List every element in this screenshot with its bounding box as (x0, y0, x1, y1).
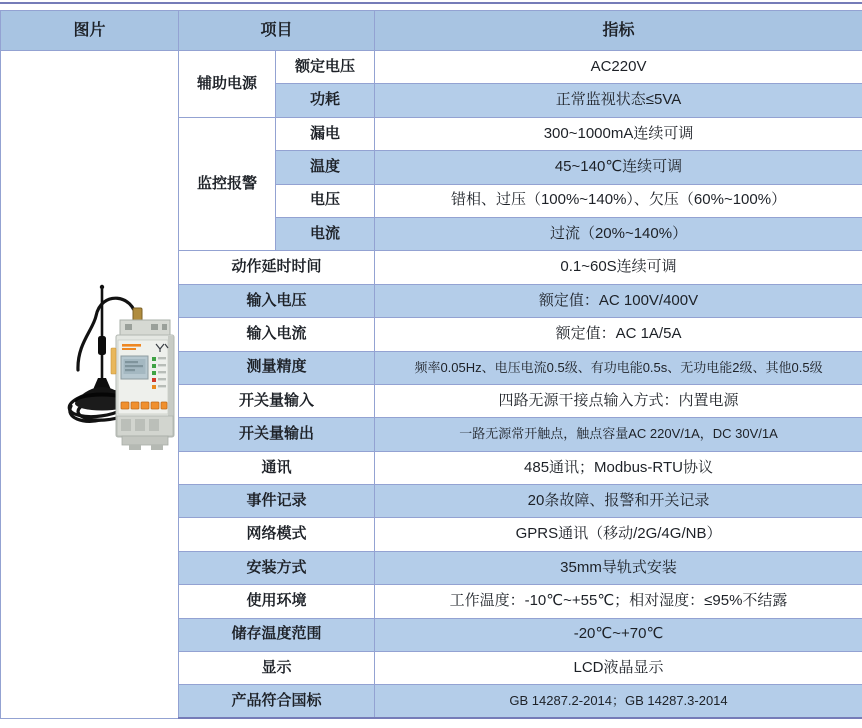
item-cell: 产品符合国标 (179, 685, 375, 718)
spec-table-body (1, 51, 862, 719)
item-cell: 安装方式 (179, 551, 375, 584)
header-cell-item: 项目 (179, 11, 375, 51)
spec-cell: GB 14287.2-2014；GB 14287.3-2014 (375, 685, 862, 718)
item-cell: 温度 (276, 151, 375, 184)
spec-cell: 正常监视状态≤5VA (375, 84, 862, 117)
item-cell: 显示 (179, 652, 375, 685)
item-cell: 输入电压 (179, 284, 375, 317)
item-cell: 输入电流 (179, 318, 375, 351)
spec-cell: 485通讯；Modbus-RTU协议 (375, 451, 862, 484)
spec-cell: 四路无源干接点输入方式：内置电源 (375, 384, 862, 417)
spec-cell: 工作温度：-10℃~+55℃；相对湿度：≤95%不结露 (375, 585, 862, 618)
item-cell: 额定电压 (276, 51, 375, 84)
lcd-screen (121, 356, 148, 379)
table-row (1, 51, 862, 84)
item-cell: 漏电 (276, 117, 375, 150)
spec-cell: 20条故障、报警和开关记录 (375, 485, 862, 518)
item-cell: 通讯 (179, 451, 375, 484)
item-cell: 网络模式 (179, 518, 375, 551)
item-cell: 动作延时时间 (179, 251, 375, 284)
item-cell: 电流 (276, 217, 375, 250)
item-cell: 储存温度范围 (179, 618, 375, 651)
item-cell: 开关量输入 (179, 384, 375, 417)
spec-cell: GPRS通讯（移动/2G/4G/NB） (375, 518, 862, 551)
spec-cell: 额定值：AC 100V/400V (375, 284, 862, 317)
product-image-cell (1, 51, 179, 719)
spec-cell: 0.1~60S连续可调 (375, 251, 862, 284)
spec-cell: 45~140℃连续可调 (375, 151, 862, 184)
device-body (111, 308, 174, 450)
whip-antenna (98, 285, 106, 382)
spec-cell: 35mm导轨式安装 (375, 551, 862, 584)
item-cell: 使用环境 (179, 585, 375, 618)
spec-cell: 额定值：AC 1A/5A (375, 318, 862, 351)
group-cell: 监控报警 (179, 117, 276, 251)
item-cell: 事件记录 (179, 485, 375, 518)
header-row (1, 11, 862, 51)
spec-table-header (1, 11, 862, 51)
spec-cell: 错相、过压（100%~140%）、欠压（60%~100%） (375, 184, 862, 217)
group-cell: 辅助电源 (179, 51, 276, 118)
spec-table (0, 10, 862, 719)
item-cell: 开关量输出 (179, 418, 375, 451)
spec-cell: 300~1000mA连续可调 (375, 117, 862, 150)
spec-cell: 过流（20%~140%） (375, 217, 862, 250)
spec-cell: 频率0.05Hz、电压电流0.5级、有功电能0.5s、无功电能2级、其他0.5级 (375, 351, 862, 384)
header-cell-spec: 指标 (375, 11, 862, 51)
item-cell: 电压 (276, 184, 375, 217)
item-cell: 功耗 (276, 84, 375, 117)
spec-cell: 一路无源常开触点，触点容量AC 220V/1A，DC 30V/1A (375, 418, 862, 451)
spec-cell: -20℃~+70℃ (375, 618, 862, 651)
bottom-terminal-block (117, 416, 173, 450)
spec-cell: AC220V (375, 51, 862, 84)
spec-cell: LCD液晶显示 (375, 652, 862, 685)
header-cell-image: 图片 (1, 11, 179, 51)
top-rule (0, 2, 862, 4)
item-cell: 测量精度 (179, 351, 375, 384)
side-label (111, 348, 116, 374)
product-image (5, 278, 177, 478)
